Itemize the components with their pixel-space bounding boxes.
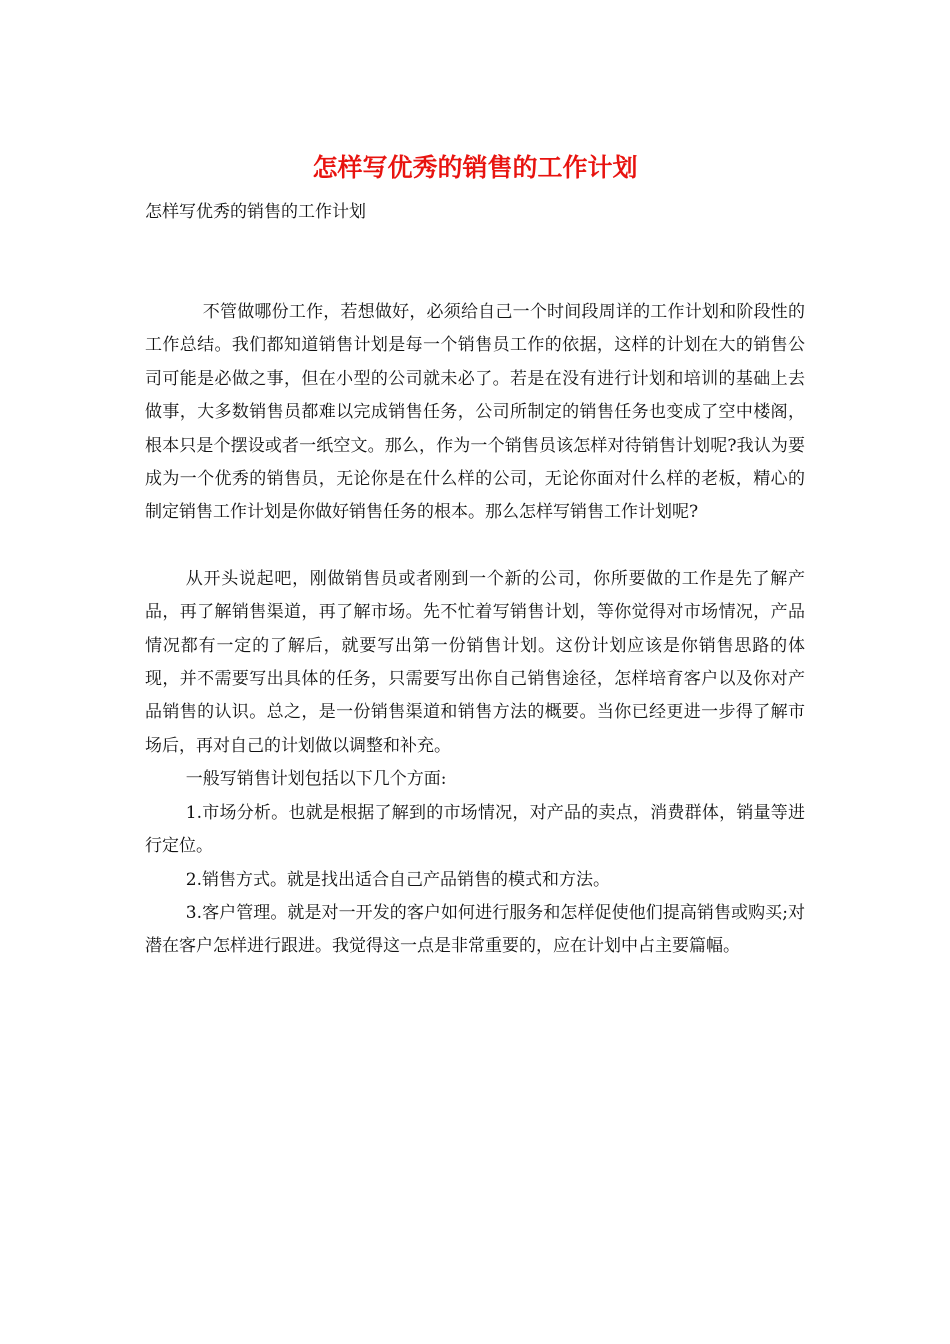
paragraph-intro: 不管做哪份工作，若想做好，必须给自己一个时间段周详的工作计划和阶段性的工作总结。我们都知道销售计划是每一个销售员工作的依据，这样的计划在大的销售公司可能是必做之事，但在小型的公司就未必了。若是在没有进行计划和培训的基础上去做事，大多数销售员都难以完成销售任务，公司所制定的销售任务也变成了空中楼阁，根本只是个摆设或者一纸空文。那么，作为一个销售员该怎样对待销售计划呢?我认为要成为一个优秀的销售员，无论你是在什么样的公司，无论你面对什么样的老板，精心的制定销售工作计划是你做好销售任务的根本。那么怎样写销售工作计划呢?: [145, 302, 805, 523]
list-item-customer-management: 3.客户管理。就是对一开发的客户如何进行服务和怎样促使他们提高销售或购买;对潜在客户怎样进行跟进。我觉得这一点是非常重要的，应在计划中占主要篇幅。: [145, 902, 805, 957]
document-subtitle: 怎样写优秀的销售的工作计划: [145, 202, 366, 222]
document-body: [145, 296, 805, 964]
paragraph-plan-aspects: 一般写销售计划包括以下几个方面:: [185, 769, 447, 790]
document-title: 怎样写优秀的销售的工作计划: [312, 153, 638, 182]
list-item-market-analysis: 1.市场分析。也就是根据了解到的市场情况，对产品的卖点，消费群体，销量等进行定位。: [145, 802, 805, 857]
list-item-sales-method: 2.销售方式。就是找出适合自己产品销售的模式和方法。: [185, 869, 611, 890]
paragraph-getting-started: 从开头说起吧，刚做销售员或者刚到一个新的公司，你所要做的工作是先了解产品，再了解销售渠道，再了解市场。先不忙着写销售计划，等你觉得对市场情况，产品情况都有一定的了解后，就要写出第一份销售计划。这份计划应该是你销售思路的体现，并不需要写出具体的任务，只需要写出你自己销售途径，怎样培育客户以及你对产品销售的认识。总之，是一份销售渠道和销售方法的概要。当你已经更进一步得了解市场后，再对自己的计划做以调整和补充。: [145, 568, 805, 756]
